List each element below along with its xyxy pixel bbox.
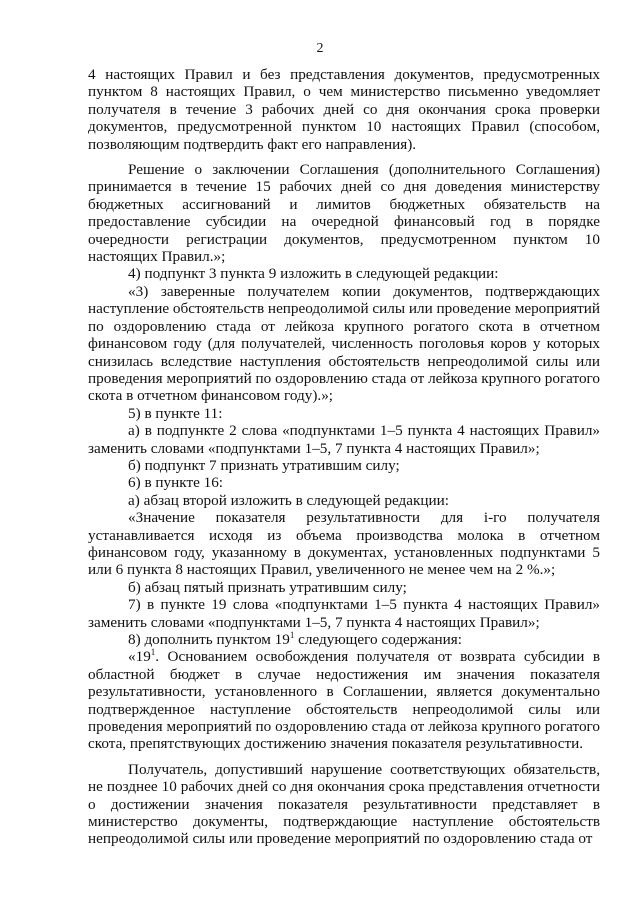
paragraph-text-end: . Основанием освобождения получателя от возврата субсидии в областной бюджет в случае недостижения им значения показателя результативности, установленного в Соглашении, является документально подтвержденное наступление обстоятельств непреодолимой силы или проведения мероприятий по оздоровлению стада от лейкоза крупного рогатого скота, препятствующих достижению значения показателя результативности. [88, 648, 600, 753]
page-number: 2 [316, 41, 324, 56]
paragraph-text-start: «19 [128, 648, 151, 666]
paragraph-p7: б) подпункт 7 признать утратившим силу; [128, 456, 400, 474]
paragraph-p1: 4 настоящих Правил и без представления документов, предусмотренных пунктом 8 настоящих Правил, о чем министерство письменно уведомляет получателя в течение 3 рабочих дней со дня окончания срока проверки документов, предусмотренной пунктом 10 настоящих Правил (способом, позволяющим подтвердить факт его направления). [88, 66, 600, 153]
document-body [88, 66, 600, 848]
paragraph-p15: Получатель, допустивший нарушение соответствующих обязательств, не позднее 10 рабочих дней со дня окончания срока представления отчетности о достижении значения показателя результативности представляет в министерство документы, подтверждающие наступление обстоятельств непреодолимой силы или проведение мероприятий по оздоровлению стада от [88, 760, 600, 848]
paragraph-p8: 6) в пункте 16: [128, 474, 224, 492]
paragraph-p13 [88, 631, 600, 648]
paragraph-text-end: следующего содержания: [294, 631, 463, 648]
paragraph-p11: б) абзац пятый признать утратившим силу; [128, 578, 407, 596]
paragraph-p9: а) абзац второй изложить в следующей редакции: [128, 491, 450, 509]
paragraph-p6: а) в подпункте 2 слова «подпунктами 1–5 пункта 4 настоящих Правил» заменить словами «подпунктами 1–5, 7 пункта 4 настоящих Правил»; [88, 422, 600, 457]
paragraph-p4: «3) заверенные получателем копии документов, подтверждающих наступление обстоятельств непреодолимой силы или проведение мероприятий по оздоровлению стада от лейкоза крупного рогатого скота в отчетном финансовом году (для получателей, численность поголовья коров у которых снизилась вследствие наступления обстоятельств непреодолимой силы или проведения мероприятий по оздоровлению стада от лейкоза крупного рогатого скота в отчетном финансовом году).»; [88, 282, 600, 405]
superscript: 1 [289, 629, 295, 640]
paragraph-p14 [88, 648, 600, 752]
paragraph-p2: Решение о заключении Соглашения (дополнительного Соглашения) принимается в течение 15 рабочих дней со дня доведения министерству бюджетных ассигнований и лимитов бюджетных обязательств на предоставление субсидии на очередной финансовый год в порядке очередности регистрации документов, предусмотренном пунктом 10 настоящих Правил.»; [88, 161, 600, 266]
superscript: 1 [150, 647, 156, 658]
paragraph-text-start: 8) дополнить пунктом 19 [128, 631, 290, 648]
paragraph-p5: 5) в пункте 11: [128, 404, 223, 422]
paragraph-p3: 4) подпункт 3 пункта 9 изложить в следующей редакции: [128, 265, 499, 283]
paragraph-p10: «Значение показателя результативности для i-го получателя устанавливается исходя из объема производства молока в отчетном финансовом году, указанному в документах, установленных подпунктами 5 или 6 пункта 8 настоящих Правил, увеличенного не менее чем на 2 %.»; [88, 509, 600, 579]
paragraph-p12: 7) в пункте 19 слова «подпунктами 1–5 пункта 4 настоящих Правил» заменить словами «подпунктами 1–5, 7 пункта 4 настоящих Правил»; [88, 596, 600, 631]
